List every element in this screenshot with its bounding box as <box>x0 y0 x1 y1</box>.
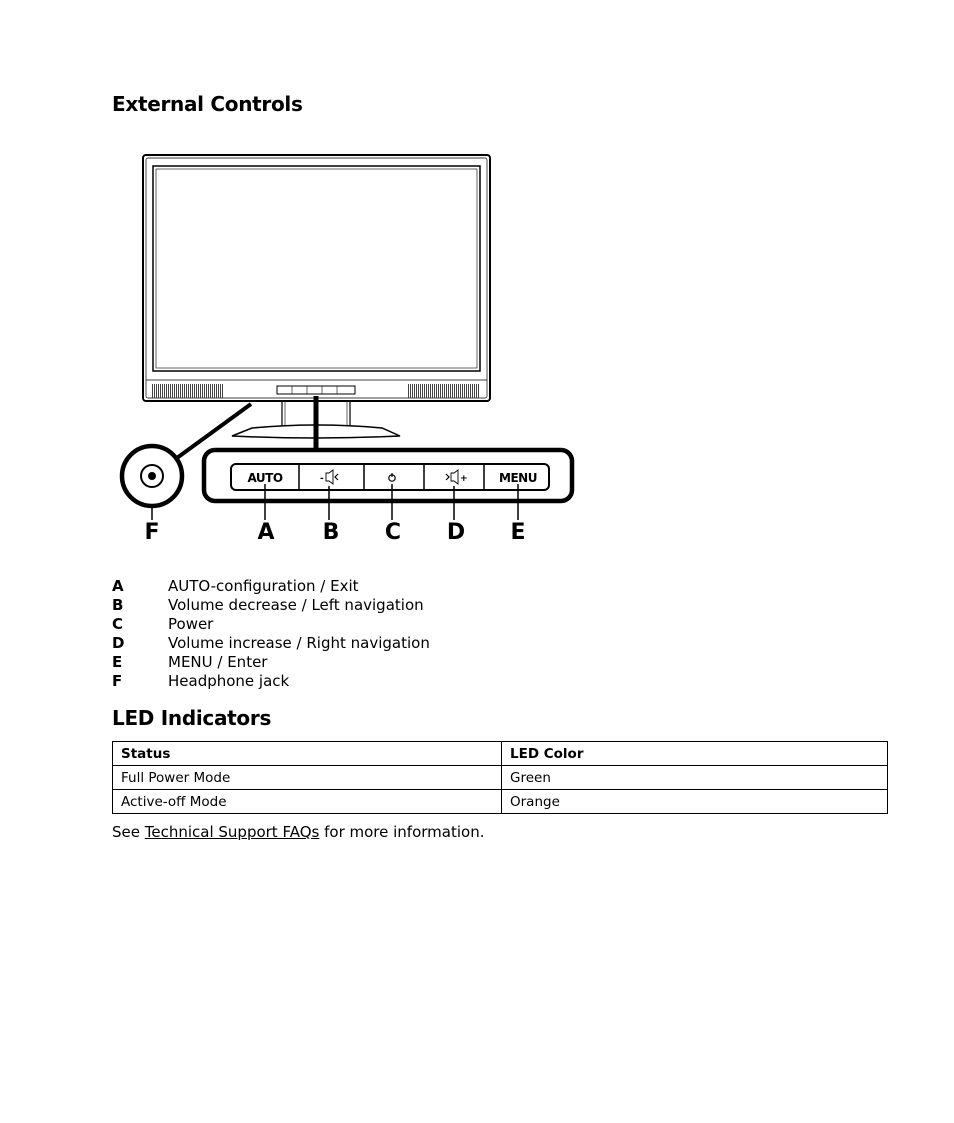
legend-text: Volume decrease / Left navigation <box>168 596 424 614</box>
monitor-controls-diagram <box>112 140 582 550</box>
svg-text:+: + <box>460 474 468 484</box>
table-cell: Green <box>502 766 888 790</box>
legend-key: C <box>112 615 124 633</box>
svg-text:-: - <box>320 474 324 484</box>
more-info-text <box>112 823 484 841</box>
legend-text: Power <box>168 615 214 633</box>
table-cell: Orange <box>502 790 888 814</box>
column-header-led-color: LED Color <box>502 742 888 766</box>
legend-item <box>112 672 430 691</box>
callout-a: A <box>257 520 275 545</box>
legend-item <box>112 615 430 634</box>
table-row <box>113 790 888 814</box>
legend-text: MENU / Enter <box>168 653 268 671</box>
more-info-suffix: for more information. <box>319 823 485 841</box>
legend-item <box>112 596 430 615</box>
callout-e: E <box>510 520 526 545</box>
legend-key: F <box>112 672 123 690</box>
table-header-row <box>113 742 888 766</box>
led-indicator-table <box>112 741 888 814</box>
legend-item <box>112 634 430 653</box>
controls-legend <box>112 577 430 691</box>
table-cell: Full Power Mode <box>113 766 502 790</box>
callout-f: F <box>144 520 160 545</box>
auto-button-label: AUTO <box>247 471 283 485</box>
callout-b: B <box>322 520 340 545</box>
column-header-status: Status <box>113 742 502 766</box>
table-cell: Active-off Mode <box>113 790 502 814</box>
legend-key: A <box>112 577 124 595</box>
section-title-led-indicators: LED Indicators <box>112 706 272 730</box>
table-row <box>113 766 888 790</box>
legend-text: Headphone jack <box>168 672 290 690</box>
legend-key: D <box>112 634 125 652</box>
technical-support-faqs-link[interactable]: Technical Support FAQs <box>144 823 320 841</box>
callout-d: D <box>446 520 466 545</box>
legend-key: E <box>112 653 123 671</box>
callout-c: C <box>384 520 402 545</box>
legend-item <box>112 653 430 672</box>
legend-text: Volume increase / Right navigation <box>168 634 430 652</box>
legend-text: AUTO-configuration / Exit <box>168 577 359 595</box>
section-title-external-controls: External Controls <box>112 92 303 116</box>
menu-button-label: MENU <box>499 471 537 485</box>
legend-key: B <box>112 596 124 614</box>
headphone-jack-icon <box>122 446 182 506</box>
monitor-illustration <box>143 155 490 438</box>
legend-item <box>112 577 430 596</box>
more-info-prefix: See <box>112 823 145 841</box>
